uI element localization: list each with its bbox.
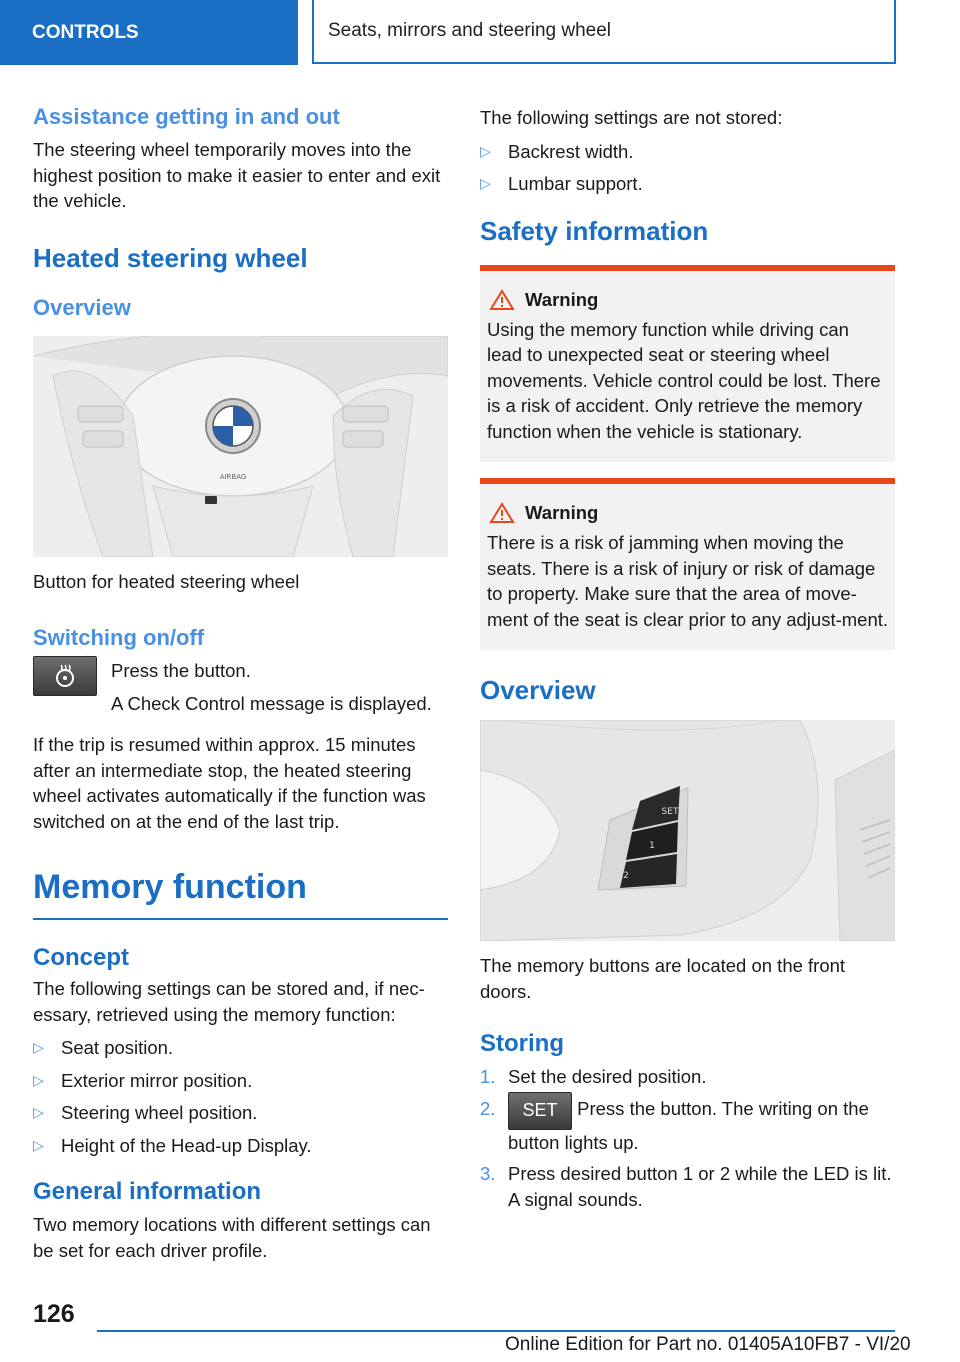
overview-heading-right: Overview	[480, 675, 596, 705]
triangle-bullet-icon: ▷	[480, 142, 491, 159]
list-item: ▷ Height of the Head-up Display.	[33, 1133, 448, 1159]
storing-steps	[480, 1064, 895, 1212]
general-heading: General information	[33, 1178, 262, 1205]
step-item: 1. Set the desired position.	[480, 1066, 707, 1087]
list-item: ▷ Lumbar support.	[480, 171, 895, 197]
chapter-tab	[312, 0, 896, 64]
warning-title-row	[489, 502, 889, 524]
warning-text: There is a risk of jamming when moving the seats. There is a risk of injury or risk of damage to property. Make sure that the area of move‐ment of the seat is clear prior to any adjust‐ment.	[487, 532, 889, 630]
section-title: CONTROLS	[32, 21, 139, 43]
triangle-bullet-icon: ▷	[33, 1039, 44, 1055]
list-item: ▷ Seat position.	[33, 1035, 448, 1061]
list-item: ▷ Exterior mirror position.	[33, 1068, 448, 1094]
switching-row	[33, 656, 448, 716]
step-item: 3. Press desired button 1 or 2 while the LED is lit. A signal sounds.	[480, 1163, 892, 1210]
warning-triangle-icon	[489, 289, 515, 311]
door-buttons-image	[480, 720, 895, 941]
memory-rule	[33, 918, 448, 920]
triangle-bullet-icon: ▷	[480, 175, 491, 191]
warning-box-2	[480, 478, 895, 650]
footer-edition: Online Edition for Part no. 01405A10FB7 - VI/20	[505, 1334, 911, 1355]
section-tab	[0, 0, 298, 65]
wheel-brand-text: AIRBAG	[219, 472, 247, 481]
storing-heading: Storing	[480, 1030, 564, 1057]
safety-heading: Safety information	[480, 215, 709, 246]
heated-heading: Heated steering wheel	[33, 242, 308, 273]
not-stored-text: The following settings are not stored:	[480, 107, 783, 128]
page-number: 126	[33, 1300, 75, 1328]
door-caption: The memory buttons are located on the front doors.	[480, 955, 846, 1002]
set-button-icon: SET	[508, 1092, 572, 1130]
list-item: ▷ Backrest width.	[480, 139, 895, 165]
switching-heading: Switching on/off	[33, 625, 205, 650]
general-text: Two memory locations with different settings can be set for each driver profile.	[33, 1214, 431, 1261]
triangle-bullet-icon: ▷	[33, 1071, 44, 1088]
switching-steps	[111, 656, 432, 716]
triangle-bullet-icon: ▷	[33, 1104, 44, 1120]
concept-heading: Concept	[33, 944, 129, 971]
not-stored-list	[480, 139, 895, 197]
steering-wheel-illustration	[33, 336, 448, 557]
switch-line-1: Press the button.	[111, 660, 251, 681]
warning-box-1	[480, 265, 895, 463]
heated-wheel-button-icon	[33, 656, 97, 696]
warning-title: Warning	[525, 502, 599, 523]
memory-button-1-label: 1	[649, 841, 655, 851]
memory-heading: Memory function	[33, 868, 307, 906]
door-panel-illustration	[480, 720, 895, 941]
overview-heading-left: Overview	[33, 294, 131, 320]
warning-title-row	[489, 289, 889, 311]
switch-text: If the trip is resumed within approx. 15 minutes after an intermediate stop, the heated steering wheel activates automatically if the function was switched on at the end of the last trip.	[33, 734, 426, 832]
left-column	[33, 100, 448, 1263]
heated-wheel-icon	[51, 662, 79, 690]
switch-line-2: A Check Control message is displayed.	[111, 692, 432, 714]
steering-wheel-image	[33, 336, 448, 557]
right-column	[480, 100, 895, 1218]
concept-list	[33, 1035, 448, 1158]
set-button-label: SET	[661, 807, 679, 817]
assist-heading: Assistance getting in and out	[33, 104, 340, 129]
heated-wheel-button	[205, 496, 217, 504]
memory-button-2-label: 2	[623, 871, 629, 881]
footer-rule	[97, 1330, 895, 1332]
chapter-title: Seats, mirrors and steering wheel	[328, 20, 612, 41]
triangle-bullet-icon: ▷	[33, 1136, 44, 1153]
list-item: ▷ Steering wheel position.	[33, 1100, 448, 1126]
warning-triangle-icon	[489, 502, 515, 524]
concept-text: The following settings can be stored and, if nec‐essary, retrieved using the memory function:	[33, 978, 425, 1025]
wheel-caption: Button for heated steering wheel	[33, 570, 300, 592]
step-item: 2. SET Press the button. The writing on the button lights up.	[480, 1096, 895, 1156]
warning-title: Warning	[525, 288, 599, 310]
assist-text: The steering wheel temporarily moves into the highest position to make it easier to enter and exit the vehicle.	[33, 139, 441, 211]
warning-text: Using the memory function while driving can lead to unexpected seat or steering wheel movements. Vehicle control could be lost. There is a risk of accident. Only retrieve the memory function when the vehicle is stationary.	[487, 318, 881, 442]
